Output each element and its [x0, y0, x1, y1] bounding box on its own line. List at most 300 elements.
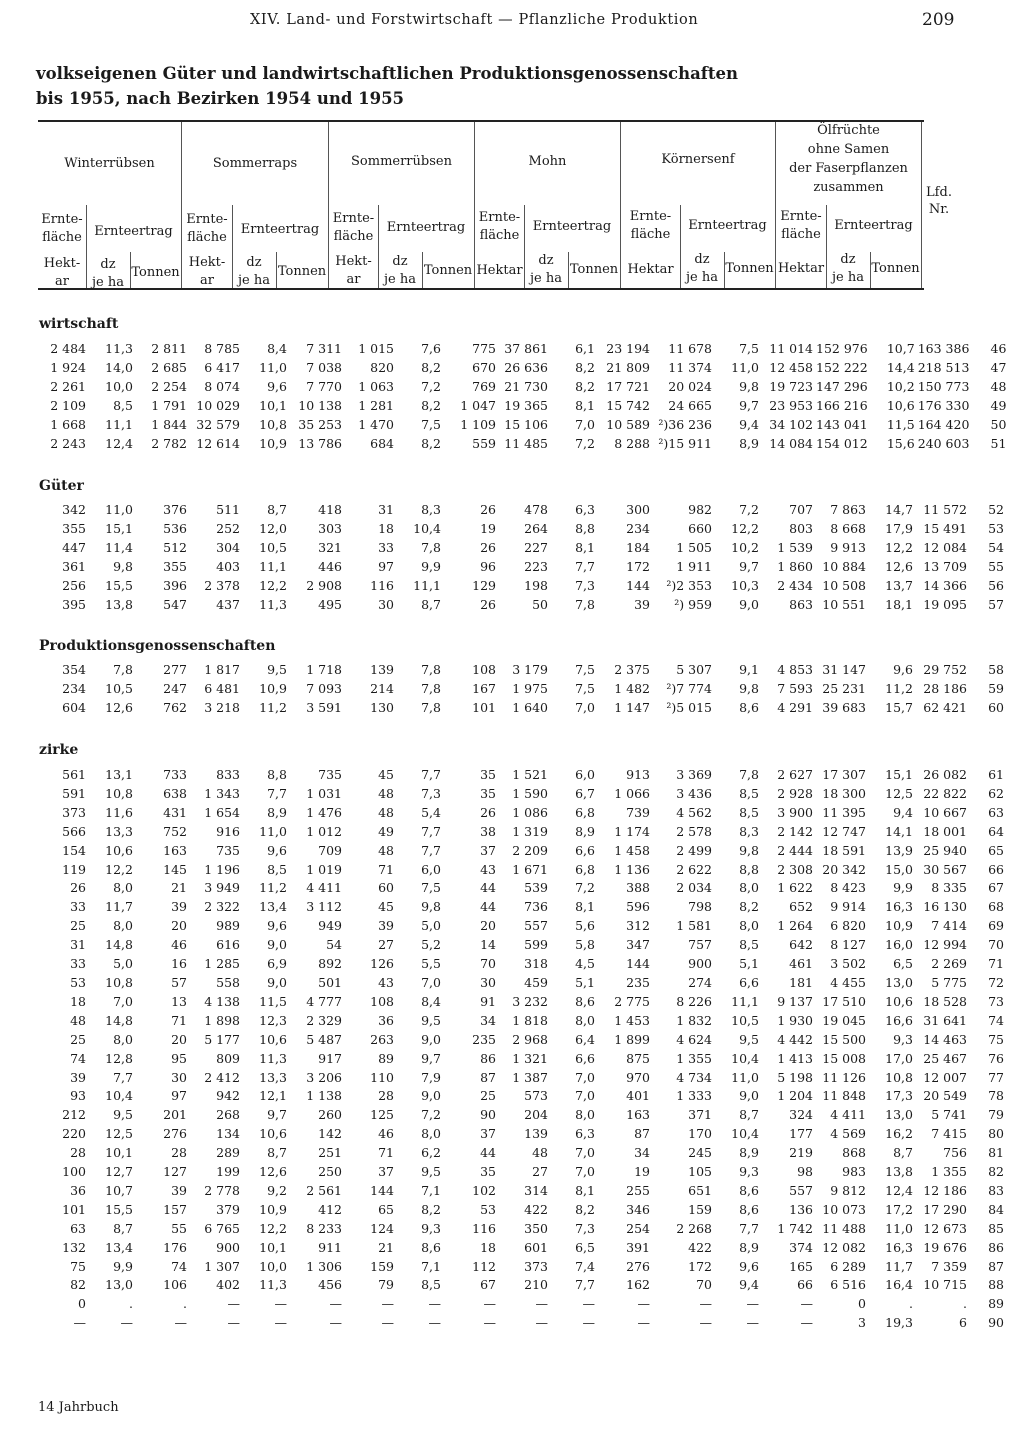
table-cell: 1 742 — [777, 1220, 813, 1236]
table-cell: 100 — [62, 1164, 86, 1180]
table-cell: 13,0 — [105, 1277, 133, 1293]
table-cell: 71 — [378, 861, 394, 877]
table-cell: 87 — [480, 1069, 496, 1085]
table-cell: 15,7 — [885, 699, 913, 715]
table-cell: 9,4 — [739, 416, 759, 432]
table-cell: 25 231 — [822, 680, 866, 696]
row-number: 88 — [988, 1277, 1004, 1293]
table-cell: 11,5 — [886, 416, 915, 432]
table-cell: 5,8 — [575, 937, 595, 953]
table-cell: 74 — [70, 1050, 86, 1066]
table-cell: 116 — [370, 577, 394, 593]
table-cell: 8,0 — [575, 1107, 595, 1123]
table-cell: 7,5 — [575, 680, 595, 696]
table-cell: 10 508 — [822, 577, 866, 593]
table-cell: 1 860 — [777, 558, 813, 574]
table-cell: 8,7 — [267, 502, 287, 517]
table-cell: 2 484 — [50, 341, 86, 356]
table-cell: 422 — [688, 1239, 712, 1255]
table-cell: 1 333 — [676, 1088, 712, 1104]
table-cell: 1 521 — [512, 767, 548, 782]
table-cell: 8,5 — [267, 861, 287, 877]
table-cell: 911 — [318, 1239, 342, 1255]
hdr-text: dz — [246, 255, 262, 270]
table-cell: 7,0 — [575, 699, 595, 715]
table-cell: 14 — [480, 937, 496, 953]
table-cell: 15 008 — [822, 1050, 866, 1066]
table-cell: 116 — [472, 1220, 496, 1236]
table-cell: 601 — [524, 1239, 548, 1255]
table-cell: 6,3 — [575, 502, 595, 517]
table-row — [36, 879, 1007, 898]
row-number: 48 — [990, 378, 1007, 394]
table-cell: 145 — [163, 861, 187, 877]
table-cell: 12 084 — [923, 539, 967, 555]
table-cell: 7,3 — [575, 1220, 595, 1236]
table-cell: 48 — [378, 785, 394, 801]
header-oil-line: ohne Samen — [807, 142, 890, 157]
table-cell: 9,8 — [421, 899, 441, 915]
table-cell: 324 — [789, 1107, 813, 1123]
table-cell: 7 359 — [931, 1258, 967, 1274]
table-cell: — — [329, 1315, 342, 1331]
table-cell: 2 209 — [512, 842, 548, 858]
table-cell: 8,5 — [739, 937, 759, 953]
table-cell: 8,9 — [575, 823, 595, 839]
table-cell: 418 — [318, 502, 342, 517]
table-cell: 276 — [163, 1126, 187, 1142]
table-cell: 127 — [163, 1164, 187, 1180]
header-crop-koernersenf: Körnersenf — [661, 152, 735, 167]
table-cell: ²)5 015 — [666, 699, 712, 715]
table-cell: 1 264 — [777, 918, 813, 934]
table-cell: 9,6 — [893, 662, 913, 677]
table-cell: 8,6 — [739, 699, 759, 715]
table-cell: 3 206 — [306, 1069, 342, 1085]
table-cell: 13,7 — [885, 577, 913, 593]
table-cell: 15 500 — [822, 1031, 866, 1047]
table-cell: 501 — [318, 974, 342, 990]
page-footer: 14 Jahrbuch — [38, 1400, 119, 1415]
table-cell: 10,8 — [885, 1069, 913, 1085]
table-cell: 19 095 — [923, 596, 967, 612]
table-cell: 26 — [480, 804, 496, 820]
table-cell: 2 782 — [151, 435, 187, 451]
table-cell: 5,0 — [421, 918, 441, 934]
table-cell: 7,7 — [421, 767, 441, 782]
table-cell: 3 591 — [306, 699, 342, 715]
table-cell: 49 — [378, 823, 394, 839]
table-cell: 4 624 — [676, 1031, 712, 1047]
table-cell: 7,5 — [421, 416, 441, 432]
table-cell: 165 — [789, 1258, 813, 1274]
table-cell: 223 — [524, 558, 548, 574]
row-number: 62 — [988, 785, 1004, 801]
table-cell: 5,1 — [739, 956, 759, 972]
table-cell: 2 561 — [306, 1182, 342, 1198]
table-cell: 11,7 — [105, 899, 133, 915]
table-cell: 762 — [163, 699, 187, 715]
table-cell: 7,7 — [267, 785, 287, 801]
unit-tonnen: Tonnen — [277, 264, 327, 279]
table-cell: 21 — [378, 1239, 394, 1255]
table-cell: 26 082 — [923, 767, 967, 782]
table-cell: 17 721 — [606, 378, 650, 394]
table-cell: 89 — [378, 1050, 394, 1066]
table-cell: 900 — [688, 956, 712, 972]
table-cell: 274 — [688, 974, 712, 990]
table-cell: 989 — [216, 918, 240, 934]
table-cell: 8,6 — [421, 1239, 441, 1255]
table-row — [36, 1144, 1007, 1163]
table-cell: 12 186 — [923, 1182, 967, 1198]
table-cell: 4,5 — [575, 956, 595, 972]
table-cell: 9,7 — [267, 1107, 287, 1123]
table-cell: 20 024 — [668, 378, 712, 394]
table-cell: 1 899 — [614, 1031, 650, 1047]
table-cell: 11 485 — [504, 435, 548, 451]
table-cell: 1 413 — [777, 1050, 813, 1066]
table-cell: 35 253 — [298, 416, 342, 432]
table-cell: 7,7 — [575, 558, 595, 574]
table-cell: 374 — [789, 1239, 813, 1255]
table-cell: 4 777 — [306, 993, 342, 1009]
table-cell: 1 453 — [614, 1012, 650, 1028]
table-cell: 616 — [216, 937, 240, 953]
table-cell: 157 — [163, 1201, 187, 1217]
table-cell: 34 102 — [769, 416, 813, 432]
table-cell: 54 — [326, 937, 342, 953]
unit-tonnen: Tonnen — [725, 261, 774, 276]
table-cell: 11,1 — [259, 558, 287, 574]
table-cell: 2 243 — [50, 435, 86, 451]
table-cell: 1 930 — [777, 1012, 813, 1028]
table-cell: 7,2 — [421, 378, 441, 394]
table-cell: 8,3 — [421, 502, 441, 517]
table-cell: 660 — [688, 520, 712, 536]
table-cell: 250 — [318, 1164, 342, 1180]
table-cell: 8,5 — [739, 804, 759, 820]
table-cell: 7 414 — [931, 918, 967, 934]
table-cell: 0 — [78, 1296, 86, 1312]
table-cell: 1 019 — [306, 861, 342, 877]
table-cell: 7,7 — [113, 1069, 133, 1085]
table-cell: 892 — [318, 956, 342, 972]
data-table-section-0 — [36, 340, 1009, 453]
table-cell: 1 476 — [306, 804, 342, 820]
row-number: 85 — [988, 1220, 1004, 1236]
table-cell: 403 — [216, 558, 240, 574]
table-cell: 7,2 — [575, 435, 595, 451]
table-cell: 8,0 — [113, 880, 133, 896]
hdr-text: Ernte- — [41, 212, 83, 227]
table-cell: 2 142 — [777, 823, 813, 839]
table-cell: 355 — [163, 558, 187, 574]
table-row — [36, 397, 1009, 416]
table-cell: 12,8 — [105, 1050, 133, 1066]
table-cell: 7,0 — [575, 1088, 595, 1104]
header-oil-line: Ölfrüchte — [817, 123, 880, 138]
row-number: 82 — [988, 1164, 1004, 1180]
row-number: 61 — [988, 767, 1004, 782]
table-cell: 110 — [370, 1069, 394, 1085]
table-cell: 1 668 — [50, 416, 86, 432]
table-row — [36, 1314, 1007, 1333]
table-cell: 234 — [626, 520, 650, 536]
table-cell: 12,2 — [731, 520, 759, 536]
table-cell: 23 194 — [606, 341, 650, 356]
table-cell: 7,0 — [575, 1145, 595, 1161]
table-cell: 1 817 — [204, 662, 240, 677]
table-cell: 218 513 — [917, 359, 970, 375]
table-cell: 14,1 — [885, 823, 913, 839]
table-cell: 401 — [626, 1088, 650, 1104]
table-cell: 591 — [62, 785, 86, 801]
table-cell: 8,3 — [739, 823, 759, 839]
table-cell: 3 218 — [204, 699, 240, 715]
hdr-text: Ernte- — [186, 212, 228, 227]
table-cell: 8 233 — [306, 1220, 342, 1236]
table-cell: 10 884 — [822, 558, 866, 574]
table-cell: 9,8 — [739, 842, 759, 858]
hdr-text: Ernte- — [332, 211, 375, 226]
table-cell: 8,0 — [575, 1012, 595, 1028]
table-cell: 11,3 — [259, 1277, 287, 1293]
table-cell: 833 — [216, 767, 240, 782]
table-cell: 129 — [472, 577, 496, 593]
row-number: 55 — [988, 558, 1004, 574]
table-cell: 6,6 — [575, 1050, 595, 1066]
table-cell: 11,3 — [259, 596, 287, 612]
table-cell: 13,9 — [885, 842, 913, 858]
table-cell: 5 775 — [931, 974, 967, 990]
table-cell: 19 — [480, 520, 496, 536]
table-cell: 30 — [480, 974, 496, 990]
table-cell: 39 — [171, 1182, 187, 1198]
table-cell: 86 — [480, 1050, 496, 1066]
table-cell: 30 — [171, 1069, 187, 1085]
table-cell: 35 — [480, 785, 496, 801]
table-cell: 15,1 — [885, 767, 913, 782]
header-erntefläche — [475, 209, 524, 245]
row-number: 54 — [988, 539, 1004, 555]
table-cell: 10,4 — [731, 1050, 759, 1066]
row-number: 56 — [988, 577, 1004, 593]
table-cell: 6,8 — [575, 861, 595, 877]
table-cell: 130 — [370, 699, 394, 715]
table-cell: 7,0 — [575, 416, 595, 432]
table-cell: 10,6 — [105, 842, 133, 858]
table-cell: 17,2 — [885, 1201, 913, 1217]
table-row — [36, 661, 1007, 680]
table-cell: 7 593 — [777, 680, 813, 696]
table-cell: 12,4 — [105, 435, 133, 451]
table-cell: 321 — [318, 539, 342, 555]
section-label: zirke — [39, 742, 79, 758]
table-cell: 9,6 — [739, 1258, 759, 1274]
table-cell: 63 — [70, 1220, 86, 1236]
table-cell: 9,5 — [421, 1164, 441, 1180]
table-cell: 1 031 — [306, 785, 342, 801]
table-cell: 268 — [216, 1107, 240, 1123]
table-cell: 10 073 — [822, 1201, 866, 1217]
table-cell: 167 — [472, 680, 496, 696]
table-cell: 227 — [524, 539, 548, 555]
table-cell: 11,6 — [105, 804, 133, 820]
table-cell: 13 709 — [923, 558, 967, 574]
table-cell: — — [329, 1296, 342, 1312]
table-cell: 6,2 — [421, 1145, 441, 1161]
table-cell: 983 — [842, 1164, 866, 1180]
table-cell: 10,6 — [259, 1031, 287, 1047]
table-cell: 97 — [378, 558, 394, 574]
table-cell: 10,6 — [885, 993, 913, 1009]
table-cell: 159 — [370, 1258, 394, 1274]
table-row — [36, 766, 1007, 785]
table-cell: 5,5 — [421, 956, 441, 972]
table-cell: 29 752 — [923, 662, 967, 677]
table-cell: 19 676 — [923, 1239, 967, 1255]
table-cell: 4 455 — [830, 974, 866, 990]
unit-dz-je-ha — [826, 251, 870, 287]
table-cell: 10,8 — [105, 974, 133, 990]
table-cell: — — [227, 1315, 240, 1331]
table-row — [36, 823, 1007, 842]
table-cell: 18 591 — [822, 842, 866, 858]
table-cell: 8,7 — [739, 1107, 759, 1123]
table-cell: 10,4 — [731, 1126, 759, 1142]
table-cell: 16,4 — [885, 1277, 913, 1293]
table-cell: 863 — [789, 596, 813, 612]
table-cell: 8,7 — [421, 596, 441, 612]
table-cell: 48 — [70, 1012, 86, 1028]
table-cell: 6 481 — [204, 680, 240, 696]
table-cell: 2 375 — [614, 662, 650, 677]
table-cell: 8,0 — [113, 918, 133, 934]
row-number: 59 — [988, 680, 1004, 696]
table-cell: 45 — [378, 899, 394, 915]
table-cell: 10,1 — [259, 1239, 287, 1255]
table-cell: 9,7 — [421, 1050, 441, 1066]
table-cell: 4 853 — [777, 662, 813, 677]
table-cell: 19 365 — [504, 397, 548, 413]
table-cell: 350 — [524, 1220, 548, 1236]
table-cell: 30 567 — [923, 861, 967, 877]
table-cell: 314 — [524, 1182, 548, 1198]
table-cell: 8,8 — [575, 520, 595, 536]
table-cell: 10,3 — [731, 577, 759, 593]
table-cell: 1 911 — [676, 558, 712, 574]
table-cell: 235 — [626, 974, 650, 990]
header-ernteertrag: Ernteertrag — [240, 222, 320, 237]
table-cell: 21 730 — [504, 378, 548, 394]
header-lfd-line: Nr. — [928, 202, 950, 217]
table-cell: 20 549 — [923, 1088, 967, 1104]
table-cell: 144 — [626, 577, 650, 593]
table-cell: 91 — [480, 993, 496, 1009]
table-row — [36, 842, 1007, 861]
table-cell: 11,3 — [105, 341, 133, 356]
table-cell: 9,6 — [267, 842, 287, 858]
table-cell: 31 — [378, 502, 394, 517]
table-cell: 10,6 — [259, 1126, 287, 1142]
table-cell: 5,0 — [113, 956, 133, 972]
table-cell: 170 — [688, 1126, 712, 1142]
table-cell: 4 291 — [777, 699, 813, 715]
table-cell: 8 074 — [204, 378, 240, 394]
table-cell: 108 — [472, 662, 496, 677]
table-cell: 11,0 — [259, 823, 287, 839]
table-cell: 95 — [171, 1050, 187, 1066]
table-cell: 93 — [70, 1088, 86, 1104]
table-cell: 1 321 — [512, 1050, 548, 1066]
table-cell: — — [174, 1315, 187, 1331]
table-title-line-1: volkseigenen Güter und landwirtschaftlichen Produktionsgenossenschaften — [36, 64, 738, 83]
table-cell: 5 198 — [777, 1069, 813, 1085]
table-cell: 9,2 — [267, 1182, 287, 1198]
unit-tonnen: Tonnen — [423, 263, 473, 278]
table-cell: 8,1 — [575, 1182, 595, 1198]
row-number: 80 — [988, 1126, 1004, 1142]
table-cell: 12,2 — [885, 539, 913, 555]
table-cell: 2 908 — [306, 577, 342, 593]
table-cell: 7,8 — [575, 596, 595, 612]
table-cell: . — [909, 1296, 913, 1312]
table-cell: 2 322 — [204, 899, 240, 915]
table-cell: 28 — [378, 1088, 394, 1104]
table-cell: 12,4 — [885, 1182, 913, 1198]
table-cell: 55 — [171, 1220, 187, 1236]
table-cell: 670 — [472, 359, 496, 375]
table-cell: 769 — [472, 378, 496, 394]
row-number: 77 — [988, 1069, 1004, 1085]
table-cell: 9,8 — [739, 378, 759, 394]
table-cell: — — [274, 1296, 287, 1312]
table-cell: 868 — [842, 1145, 866, 1161]
table-cell: 25 — [70, 918, 86, 934]
table-cell: 14,0 — [105, 359, 133, 375]
table-cell: 10,1 — [259, 397, 287, 413]
table-cell: 11,2 — [885, 680, 913, 696]
table-cell: 642 — [789, 937, 813, 953]
table-cell: 4 411 — [306, 880, 342, 896]
table-cell: 1 832 — [676, 1012, 712, 1028]
data-table-section-3 — [36, 766, 1007, 1333]
table-cell: 7,0 — [421, 974, 441, 990]
header-lfd-line: Lfd. — [926, 185, 952, 200]
table-cell: 3 112 — [306, 899, 342, 915]
table-cell: 8,5 — [421, 1277, 441, 1293]
table-cell: 20 — [171, 1031, 187, 1047]
table-cell: 652 — [789, 899, 813, 915]
table-cell: 2 499 — [676, 842, 712, 858]
table-cell: 15,6 — [886, 435, 915, 451]
table-cell: 10,4 — [413, 520, 441, 536]
table-cell: 154 — [62, 842, 86, 858]
table-row — [36, 993, 1007, 1012]
table-cell: 8,9 — [739, 1239, 759, 1255]
table-cell: 8,1 — [575, 899, 595, 915]
table-cell: 2 968 — [512, 1031, 548, 1047]
table-cell: 8,2 — [575, 359, 595, 375]
table-cell: — — [699, 1296, 712, 1312]
table-cell: 11 488 — [822, 1220, 866, 1236]
table-cell: 604 — [62, 699, 86, 715]
row-number: 65 — [988, 842, 1004, 858]
table-cell: 5,4 — [421, 804, 441, 820]
row-number: 52 — [988, 502, 1004, 517]
table-cell: 12,6 — [885, 558, 913, 574]
